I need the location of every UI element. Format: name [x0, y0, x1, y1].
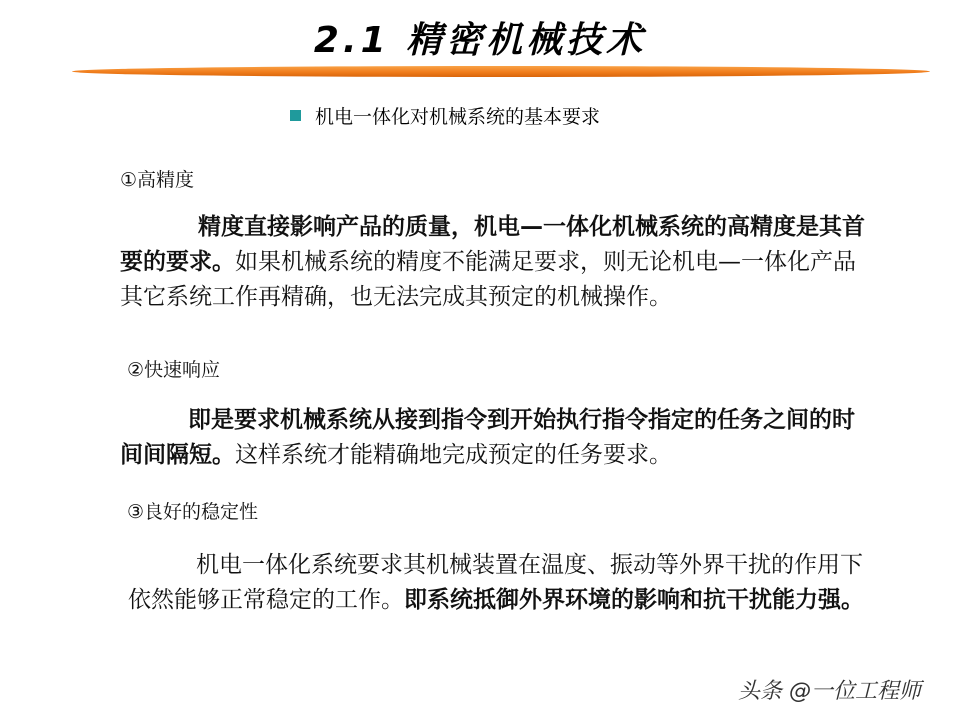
bullet-heading — [290, 101, 600, 129]
paragraph-bold-text: 精度直接影响产品的质量，机电—一体化机械系统的高精度是其首要的要求。 — [120, 214, 865, 275]
watermark: 头条 @一位工程师 — [738, 679, 921, 704]
title-underline-bar — [72, 66, 930, 77]
paragraph-normal-text: 这样系统才能精确地完成预定的任务要求。 — [235, 442, 672, 468]
slide-title: 2.1 精密机械技术 — [313, 20, 647, 61]
paragraph-normal-text: 如果机械系统的精度不能满足要求，则无论机电—一体化产品其它系统工作再精确，也无法完成其预定的机械操作。 — [120, 249, 856, 310]
heading-text: 机电一体化对机械系统的基本要求 — [315, 105, 601, 128]
section-paragraph-stability — [128, 548, 868, 618]
section-label-fast-response: ②快速响应 — [127, 359, 221, 381]
square-bullet-icon — [290, 110, 301, 121]
paragraph-bold-text: 即系统抵御外界环境的影响和抗干扰能力强。 — [404, 587, 864, 613]
section-label-precision: ①高精度 — [120, 169, 195, 191]
paragraph-bold-text: 即是要求机械系统从接到指令到开始执行指令指定的任务之间的时间间隔短。 — [120, 407, 855, 468]
section-paragraph-fast-response — [120, 403, 870, 473]
paragraph-normal-text: 机电一体化系统要求其机械装置在温度、振动等外界干扰的作用下依然能够正常稳定的工作。 — [128, 552, 863, 613]
section-paragraph-precision — [120, 210, 870, 315]
section-label-stability: ③良好的稳定性 — [127, 501, 259, 523]
